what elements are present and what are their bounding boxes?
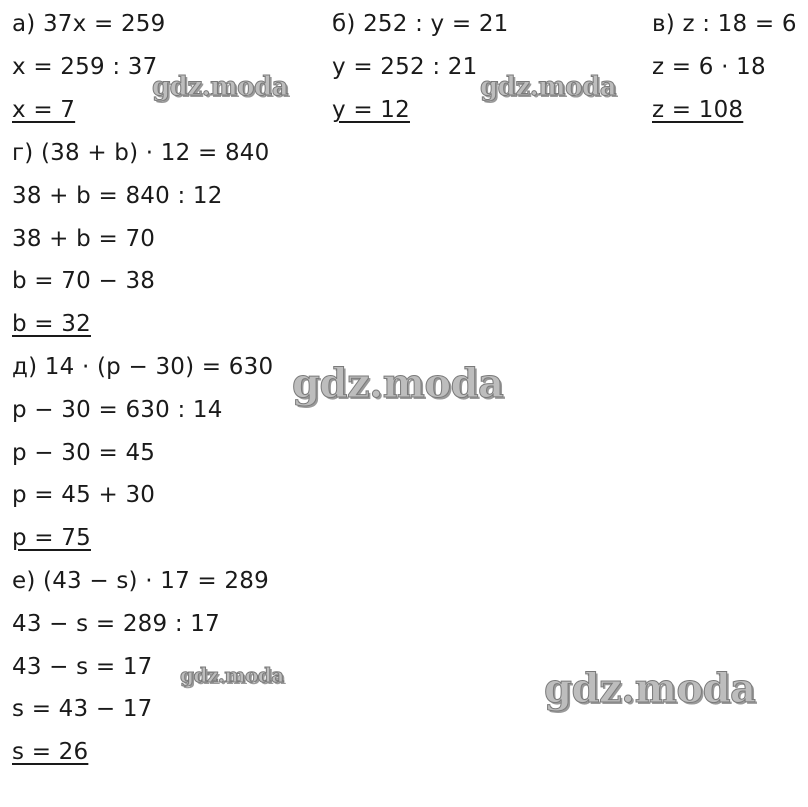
watermark-logo: gdz.moda [180, 663, 284, 687]
problem-b-answer: y = 12 [332, 97, 410, 123]
problem-v-equation: в) z : 18 = 6 [652, 11, 797, 37]
problem-e-equation: е) (43 − s) · 17 = 289 [12, 568, 269, 594]
problem-e-step: 43 − s = 289 : 17 [12, 611, 220, 637]
problem-b-equation: б) 252 : y = 21 [332, 11, 509, 37]
problem-v-step: z = 6 · 18 [652, 54, 766, 80]
problem-e-step: 43 − s = 17 [12, 654, 153, 680]
problem-e-answer: s = 26 [12, 739, 89, 765]
problem-d-step: p − 30 = 630 : 14 [12, 397, 223, 423]
problem-g-step: 38 + b = 840 : 12 [12, 183, 223, 209]
problem-a-answer: x = 7 [12, 97, 76, 123]
problem-g-step: b = 70 − 38 [12, 268, 156, 294]
watermark-logo: gdz.moda [544, 665, 756, 712]
problem-a-step: x = 259 : 37 [12, 54, 158, 80]
problem-d-equation: д) 14 · (p − 30) = 630 [12, 354, 274, 380]
problem-e-step: s = 43 − 17 [12, 696, 153, 722]
problem-v-answer: z = 108 [652, 97, 744, 123]
problem-g-step: 38 + b = 70 [12, 226, 156, 252]
problem-g-answer: b = 32 [12, 311, 91, 337]
problem-a-equation: а) 37x = 259 [12, 11, 166, 37]
problem-d-step: p = 45 + 30 [12, 482, 156, 508]
watermark-logo: gdz.moda [292, 360, 504, 407]
problem-d-step: p − 30 = 45 [12, 440, 156, 466]
watermark-logo: gdz.moda [480, 72, 617, 102]
problem-b-step: y = 252 : 21 [332, 54, 478, 80]
problem-d-answer: p = 75 [12, 525, 91, 551]
watermark-logo: gdz.moda [152, 72, 289, 102]
problem-g-equation: г) (38 + b) · 12 = 840 [12, 140, 270, 166]
